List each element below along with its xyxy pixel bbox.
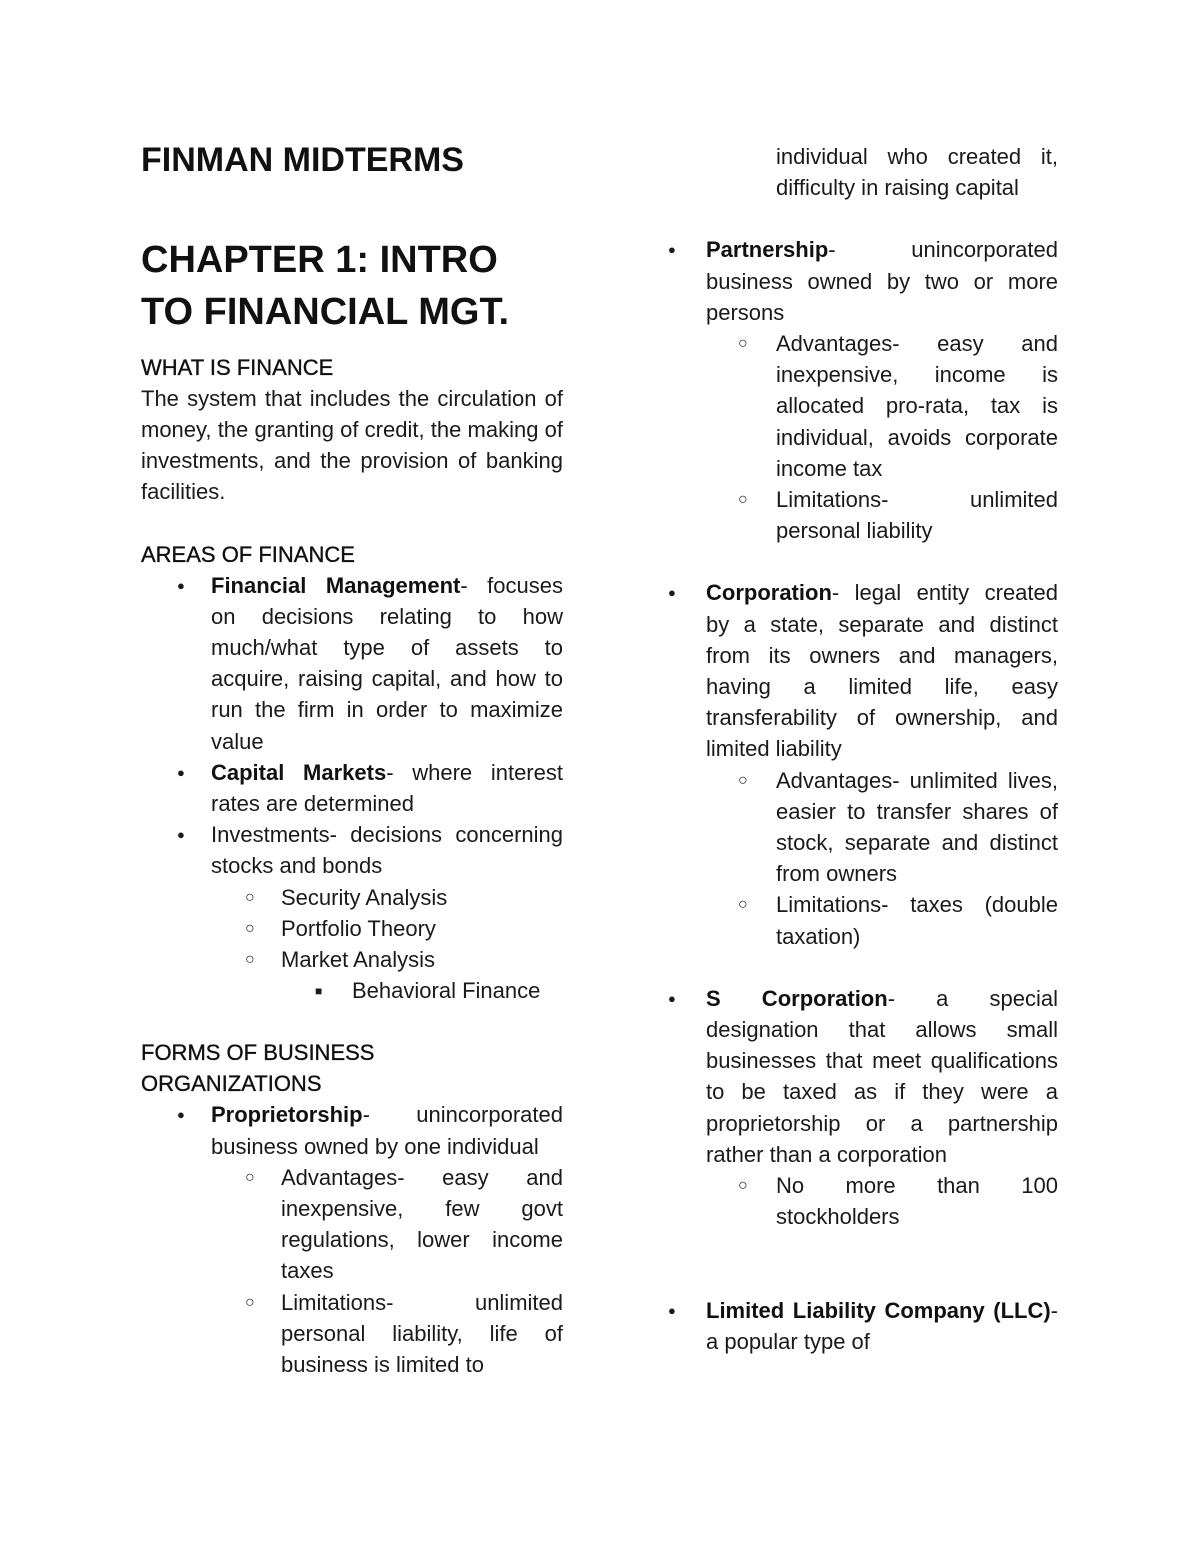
bullet-circle-icon — [738, 484, 758, 515]
item-text: Limitations- taxes (double taxation) — [776, 892, 1058, 949]
chapter-title-line1: CHAPTER 1: INTRO — [141, 238, 498, 281]
item-text: No more than 100 stockholders — [776, 1173, 1058, 1230]
spacer — [141, 338, 563, 352]
bullet-disc-icon — [668, 234, 688, 265]
term-label: Corporation — [706, 580, 832, 606]
list-item — [141, 975, 563, 1006]
areas-list — [141, 570, 563, 1007]
what-is-finance-body: The system that includes the circulation of money, the granting of credit, the making of investments, and the provision of banking facilities. — [141, 385, 563, 505]
list-item — [141, 1162, 563, 1287]
bullet-disc-icon — [668, 983, 688, 1014]
spacer — [141, 508, 563, 539]
spacer — [141, 1006, 563, 1037]
list-item — [670, 1170, 1058, 1232]
list-item — [141, 570, 563, 757]
list-item — [670, 328, 1058, 484]
forms-list-s-corporation — [670, 983, 1058, 1233]
item-text: - legal entity created by a state, separate and distinct from its owners and managers, having a limited life, easy transferability of ownership, and limited liability — [706, 580, 1058, 762]
item-text: Limitations- unlimited personal liability, life of business is limited to — [281, 1289, 563, 1378]
bullet-disc-icon — [177, 1099, 197, 1130]
list-item — [670, 577, 1058, 764]
term-label: Proprietorship — [211, 1102, 363, 1128]
list-item — [670, 889, 1058, 951]
what-is-finance-heading: WHAT IS FINANCE — [141, 354, 334, 380]
bullet-circle-icon — [738, 1170, 758, 1201]
bullet-circle-icon — [738, 889, 758, 920]
spacer — [670, 1233, 1058, 1295]
bullet-circle-icon — [245, 1287, 265, 1318]
areas-of-finance-heading: AREAS OF FINANCE — [141, 541, 355, 567]
bullet-circle-icon — [245, 882, 265, 913]
bullet-circle-icon — [738, 328, 758, 359]
bullet-disc-icon — [177, 757, 197, 788]
bullet-circle-icon — [738, 765, 758, 796]
continued-text: individual who created it, difficulty in raising capital — [776, 144, 1058, 201]
list-item — [670, 1295, 1058, 1357]
item-text: Portfolio Theory — [281, 915, 436, 941]
item-text: Limitations- unlimited personal liability — [776, 487, 1058, 544]
bullet-disc-icon — [177, 570, 197, 601]
list-item — [141, 819, 563, 881]
bullet-circle-icon — [245, 913, 265, 944]
term-label: S Corporation — [706, 985, 888, 1011]
term-label: Limited Liability Company (LLC) — [706, 1297, 1051, 1323]
forms-heading-line2: ORGANIZATIONS — [141, 1071, 322, 1097]
list-item — [141, 944, 563, 975]
list-item — [141, 913, 563, 944]
forms-list-llc — [670, 1295, 1058, 1357]
list-item — [141, 1099, 563, 1161]
item-text: - where interest rates are determined — [211, 759, 563, 817]
item-text: - unincorporated business owned by two or more persons — [706, 237, 1058, 325]
bullet-disc-icon — [668, 1295, 688, 1326]
forms-list — [141, 1099, 563, 1380]
term-label: Capital Markets — [211, 759, 387, 785]
item-text: - a popular type of — [706, 1297, 1058, 1354]
term-label: Partnership — [706, 237, 829, 263]
item-text: Advantages- unlimited lives, easier to transfer shares of stock, separate and distinct from owners — [776, 767, 1058, 887]
list-item — [141, 757, 563, 819]
spacer — [670, 546, 1058, 577]
right-column — [670, 141, 1058, 1357]
list-item — [670, 765, 1058, 890]
term-label: Financial Management — [211, 572, 461, 598]
item-text: - focuses on decisions relating to how much/what type of assets to acquire, raising capital, and how to run the firm in order to maximize value — [211, 572, 563, 754]
forms-list-continued — [670, 234, 1058, 546]
item-text: Security Analysis — [281, 884, 448, 910]
list-item — [670, 484, 1058, 546]
item-text: Market Analysis — [281, 947, 436, 973]
bullet-circle-icon — [245, 944, 265, 975]
spacer — [670, 203, 1058, 234]
spacer — [141, 181, 563, 234]
bullet-square-icon — [315, 975, 335, 1007]
bullet-disc-icon — [668, 577, 688, 608]
item-text: - a special designation that allows small businesses that meet qualifications to be taxed as if they were a proprietorship or a partnership rather than a corporation — [706, 985, 1058, 1167]
list-item — [670, 234, 1058, 328]
forms-list-corporation — [670, 577, 1058, 951]
document-title: FINMAN MIDTERMS — [141, 141, 464, 179]
chapter-title-line2: TO FINANCIAL MGT. — [141, 290, 510, 333]
item-text: Advantages- easy and inexpensive, income is allocated pro-rata, tax is individual, avoids corporate income tax — [776, 331, 1058, 481]
list-item — [141, 882, 563, 913]
list-item — [141, 1287, 563, 1381]
left-column — [141, 140, 563, 1380]
item-text: Investments- decisions concerning stocks and bonds — [211, 822, 563, 879]
item-text: Advantages- easy and inexpensive, few govt regulations, lower income taxes — [281, 1164, 563, 1284]
forms-heading-line1: FORMS OF BUSINESS — [141, 1040, 375, 1066]
bullet-disc-icon — [177, 819, 197, 850]
spacer — [670, 952, 1058, 983]
item-text: Behavioral Finance — [352, 978, 541, 1004]
list-item — [670, 983, 1058, 1170]
bullet-circle-icon — [245, 1162, 265, 1193]
item-text: - unincorporated business owned by one individual — [211, 1102, 563, 1159]
